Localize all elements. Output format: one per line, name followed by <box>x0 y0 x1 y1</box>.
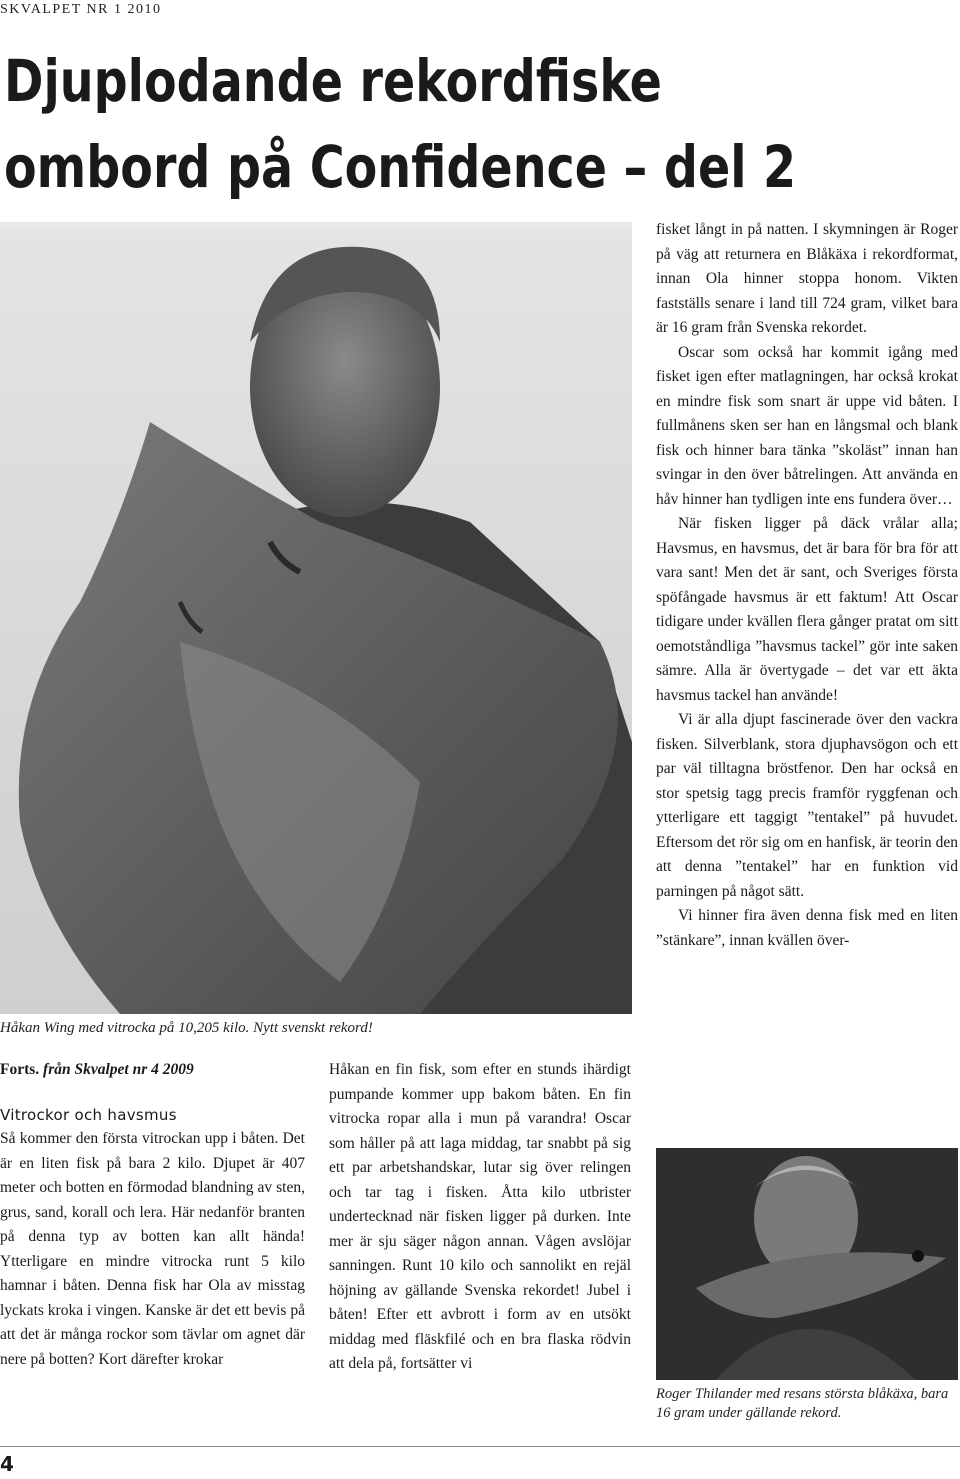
column-3-paragraph-2: Oscar som också har kommit igång med fisket igen efter matlagningen, har också krokat en mindre fisk som snart är uppe vid båten. I fullmånens sken ser han en långsmal och blank fisk och hinner bara tänka ”skoläst” innan han svingar in den över båtrelingen. Att använda en håv hinner han tydligen inte ens fundera över… <box>656 343 958 508</box>
continuation-note <box>0 1058 305 1083</box>
article-column-3 <box>656 218 958 953</box>
continuation-reference: från Skvalpet nr 4 2009 <box>43 1061 194 1078</box>
column-3-paragraph-4: Vi är alla djupt fascinerade över den vackra fisken. Silverblank, stora djuphavsögon och ett par väl tilltagna bröstfenor. Den har också en stor spetsig tagg precis framför ryggfenan och ytterligare ett taggigt ”tentakel” på huvudet. Eftersom det rör sig om en hanfisk, är teorin den att denna ”tentakel” har en funktion vid parningen på något sätt. <box>656 711 958 900</box>
main-photo-caption: Håkan Wing med vitrocka på 10,205 kilo. Nytt svenskt rekord! <box>0 1020 373 1036</box>
footer-rule <box>0 1446 960 1447</box>
title-line-1: Djuplodande rekordfiske <box>4 47 662 115</box>
page-number: 4 <box>0 1452 14 1476</box>
column-3-paragraph-1: fisket långt in på natten. I skymningen är Roger på väg att returnera en Blåkäxa i rekordformat, innan Ola hinner stoppa honom. Vikten fastställs senare i land till 724 gram, vilket bara är 16 gram från Svenska rekordet. <box>656 221 958 336</box>
section-subheading: Vitrockor och havsmus <box>0 1105 177 1124</box>
secondary-photo <box>656 1148 958 1380</box>
column-1-text: Så kommer den första vitrockan upp i båten. Det är en liten fisk på bara 2 kilo. Djupet är 407 meter och botten en förmodad blandning av sten, grus, sand, korall och lera. Här nedanför branten på denna typ av botten kan allt hända! Ytterligare en mindre vitrocka runt 5 kilo hamnar i båten. Denna fisk har Ola av misstag lyckats kroka i vingen. Kanske är det ett bevis på att det är många rockor som tävlar om agnet där nere på botten? Kort därefter krokar <box>0 1130 305 1368</box>
article-column-2 <box>329 1058 631 1377</box>
publication-header: SKVALPET NR 1 2010 <box>0 2 162 17</box>
main-photo <box>0 222 632 1014</box>
man-holding-ray-illustration <box>0 222 632 1014</box>
continuation-prefix: Forts. <box>0 1061 40 1078</box>
man-holding-fish-illustration <box>656 1148 958 1380</box>
column-2-text: Håkan en fin fisk, som efter en stunds ihärdigt pumpande kommer upp bakom båten. En fin vitrocka ropar alla i mun på varandra! Oscar som håller på att laga middag, tar snabbt på sig ett par arbetshandskar, lutar sig över relingen och tar tag i fisken. Åtta kilo utbrister undertecknad när fisken ligger på durken. Inte mer är sju säger någon annan. Vågen avslöjar sanningen. Runt 10 kilo och sannolikt en rejäl höjning av gällande Svenska rekordet! Jubel i båten! Efter ett avbrott i form av en utsökt middag med fläskfilé och en bra flaska rödvin att dela på, fortsätter vi <box>329 1061 631 1372</box>
column-3-paragraph-5: Vi hinner fira även denna fisk med en liten ”stänkare”, innan kvällen över- <box>656 907 958 949</box>
title-line-2: ombord på Confidence – del 2 <box>4 133 797 201</box>
column-3-paragraph-3: När fisken ligger på däck vrålar alla; Havsmus, en havsmus, det är bara för bra för att vara sant! Men det är sant, och Sveriges första spöfångade havsmus är ett faktum! Att Oscar tidigare under kvällen flera gånger pratat om sitt oemotståndliga ”havsmus tackel” gör inte saken sämre. Alla är övertygade – det var ett äkta havsmus tackel han använde! <box>656 515 958 704</box>
secondary-photo-caption: Roger Thilander med resans största blåkäxa, bara 16 gram under gällande rekord. <box>656 1386 949 1421</box>
article-title <box>4 38 797 210</box>
article-column-1 <box>0 1058 305 1372</box>
